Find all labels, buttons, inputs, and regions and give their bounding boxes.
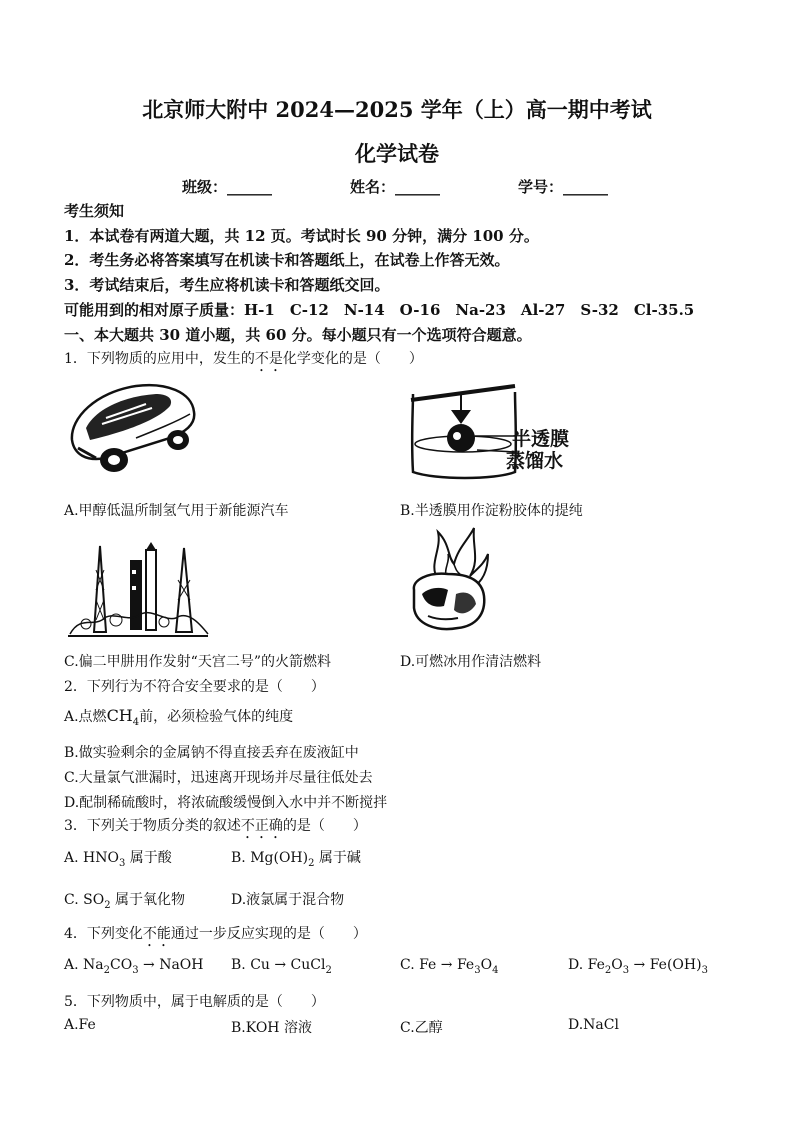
question-2-option-a xyxy=(64,706,293,728)
q4a-part: → NaOH xyxy=(138,957,204,973)
class-field: 班级：______ xyxy=(182,178,273,196)
question-3-option-a-formula: A. HNO xyxy=(64,850,119,866)
question-5-option-d: D.NaCl xyxy=(568,1017,619,1033)
student-id-field: 学号：______ xyxy=(518,178,609,196)
question-2-option-a-subscript: 4 xyxy=(132,716,140,728)
q4d-sub: 3 xyxy=(701,964,708,976)
question-2-option-d: D.配制稀硫酸时，将浓硫酸缓慢倒入水中并不断搅拌 xyxy=(64,795,388,811)
notice-item-3: 3．考试结束后，考生应将机读卡和答题纸交回。 xyxy=(64,276,390,294)
q4c-part: C. Fe → Fe xyxy=(400,957,475,973)
question-1-option-d: D.可燃冰用作清洁燃料 xyxy=(400,654,542,670)
question-2-option-a-formula: CH xyxy=(106,706,133,725)
question-4-stem-text: 4．下列变化 xyxy=(64,926,143,942)
question-3-option-a-subscript: 3 xyxy=(118,857,126,869)
flammable-ice-image xyxy=(408,524,490,634)
question-1-stem-text-end: 化学变化的是（ ） xyxy=(282,351,423,367)
question-2-option-a-text: A.点燃 xyxy=(64,709,107,725)
question-1-stem xyxy=(64,348,423,375)
question-5-stem: 5．下列物质中，属于电解质的是（ ） xyxy=(64,994,325,1010)
question-2-option-a-text-end: 前，必须检验气体的纯度 xyxy=(139,709,294,725)
q4d-sub: 3 xyxy=(622,964,630,976)
question-3-option-c-formula: C. SO xyxy=(64,892,105,908)
question-5-option-c: C.乙醇 xyxy=(400,1020,443,1036)
q4b-sub: 2 xyxy=(325,964,332,976)
question-1-stem-text: 1．下列物质的应用中，发生的 xyxy=(64,351,255,367)
question-5-option-b: B.KOH 溶液 xyxy=(231,1020,312,1036)
notice-item-2: 2．考生务必将答案填写在机读卡和答题纸上，在试卷上作答无效。 xyxy=(64,251,510,269)
question-4-option-b xyxy=(231,957,332,976)
question-3-option-b xyxy=(231,847,361,869)
question-3-stem-text-end: 的是（ ） xyxy=(282,818,367,834)
q4d-sub: 2 xyxy=(604,964,612,976)
name-field: 姓名：______ xyxy=(350,178,441,196)
notice-item-1: 1．本试卷有两道大题，共 12 页。考试时长 90 分钟，满分 100 分。 xyxy=(64,227,539,245)
question-3-option-a xyxy=(64,847,172,869)
question-3-option-b-formula: B. Mg(OH) xyxy=(231,850,309,866)
q4d-part: D. Fe xyxy=(568,957,605,973)
question-4-option-d xyxy=(568,957,708,976)
q4c-sub: 4 xyxy=(492,964,499,976)
question-4-stem-text-end: 通过一步反应实现的是（ ） xyxy=(170,926,367,942)
question-3-option-a-text: 属于酸 xyxy=(125,850,172,866)
distilled-water-label: 蒸馏水 xyxy=(506,450,564,472)
q4a-part: A. Na xyxy=(64,957,104,973)
question-3-stem xyxy=(64,815,367,842)
question-3-option-c-text: 属于氧化物 xyxy=(110,892,186,908)
membrane-label: 半透膜 xyxy=(512,428,570,450)
question-3-stem-text: 3．下列关于物质分类的叙述 xyxy=(64,818,241,834)
question-3-option-c xyxy=(64,889,185,911)
question-1-option-a: A.甲醇低温所制氢气用于新能源汽车 xyxy=(64,503,289,519)
question-3-option-b-subscript: 2 xyxy=(308,857,315,869)
question-3-option-c-subscript: 2 xyxy=(104,899,111,911)
question-4-emphasis: 不能 xyxy=(142,926,171,942)
q4a-sub: 3 xyxy=(132,964,139,976)
atomic-masses: 可能用到的相对原子质量：H-1 C-12 N-14 O-16 Na-23 Al-27 S-32 Cl-35.5 xyxy=(64,301,695,319)
exam-subtitle: 化学试卷 xyxy=(355,141,439,166)
question-5-option-a: A.Fe xyxy=(64,1017,96,1033)
question-2-option-b: B.做实验剩余的金属钠不得直接丢弃在废液缸中 xyxy=(64,745,359,761)
question-1-option-b: B.半透膜用作淀粉胶体的提纯 xyxy=(400,503,583,519)
question-2-stem: 2．下列行为不符合安全要求的是（ ） xyxy=(64,679,325,695)
question-1-option-c: C.偏二甲肼用作发射“天宫二号”的火箭燃料 xyxy=(64,654,331,670)
q4c-part: O xyxy=(480,957,493,973)
question-1-emphasis: 不是 xyxy=(254,351,283,367)
exam-title: 北京师大附中 2024—2025 学年（上）高一期中考试 xyxy=(142,97,652,122)
question-3-emphasis: 不正确 xyxy=(240,818,283,834)
question-4-option-a xyxy=(64,957,203,976)
q4b-part: B. Cu → CuCl xyxy=(231,957,326,973)
q4d-part: → Fe(OH) xyxy=(629,957,702,973)
notice-heading: 考生须知 xyxy=(64,202,125,220)
q4a-sub: 2 xyxy=(103,964,110,976)
semipermeable-membrane-image xyxy=(405,380,605,480)
question-2-option-c: C.大量氯气泄漏时，迅速离开现场并尽量往低处去 xyxy=(64,770,373,786)
q4a-part: CO xyxy=(109,957,133,973)
question-4-option-c xyxy=(400,957,498,976)
rocket-launch-image xyxy=(66,540,210,640)
q4d-part: O xyxy=(611,957,623,973)
question-4-stem xyxy=(64,923,367,950)
hydrogen-car-image xyxy=(66,378,200,478)
section-1-heading: 一、本大题共 30 道小题，共 60 分。每小题只有一个选项符合题意。 xyxy=(64,326,532,344)
q4c-sub: 3 xyxy=(474,964,481,976)
question-3-option-d: D.液氯属于混合物 xyxy=(231,892,345,908)
question-3-option-b-text: 属于碱 xyxy=(314,850,361,866)
